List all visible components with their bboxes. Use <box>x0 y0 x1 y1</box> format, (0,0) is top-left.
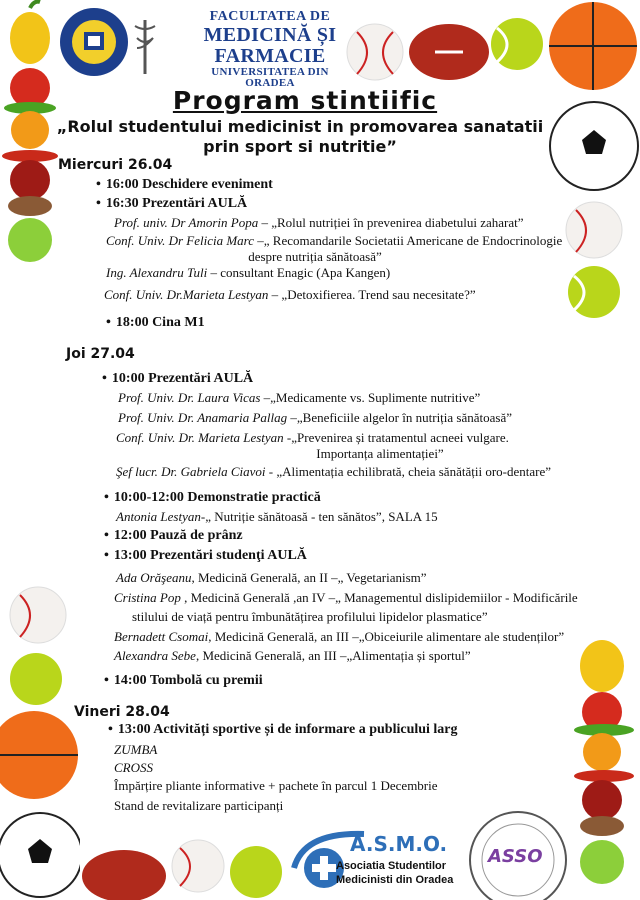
speaker: Conf. Univ. Dr. Marieta Lestyan <box>116 430 284 445</box>
baseball-icon <box>566 202 622 258</box>
talk-title: –„ Recomandarile Societatii Americane de Endocrinologie <box>254 233 563 248</box>
talk-line <box>116 509 438 525</box>
speaker: Alexandra Sebe <box>114 648 196 663</box>
balls-left-bottom <box>0 585 80 900</box>
talk-title: , Medicină Generală, an III –„Obiceiurile alimentare ale studenților” <box>208 629 565 644</box>
baseball-icon <box>347 24 403 80</box>
talk-line <box>106 265 390 281</box>
speaker: Prof. Univ. Dr. Anamaria Pallag <box>118 410 288 425</box>
orange-icon <box>583 733 621 771</box>
day-label-miercuri: Miercuri 26.04 <box>58 157 173 173</box>
speaker: Şef lucr. Dr. Gabriela Ciavoi <box>116 464 266 479</box>
talk-line <box>106 233 562 249</box>
activity-line: ZUMBA <box>114 742 158 757</box>
speaker: Ing. Alexandru Tuli <box>106 265 208 280</box>
subtitle <box>40 117 560 157</box>
talk-line <box>132 609 488 625</box>
schedule-item: • 13:00 Activități sportive și de informare a publicului larg <box>108 722 458 738</box>
schedule-item: • 12:00 Pauză de prânz <box>104 528 243 544</box>
talk-title: despre nutriția sănătoasă” <box>248 249 382 264</box>
day-label-joi: Joi 27.04 <box>66 346 135 362</box>
asso-title: ASSO <box>488 846 543 867</box>
talk-title: – „Detoxifierea. Trend sau necesitate?” <box>268 287 476 302</box>
faculty-line1: FACULTATEA DE <box>209 9 331 24</box>
faculty-line2: MEDICINĂ ȘI FARMACIE <box>203 23 337 67</box>
subtitle-line2: prin sport si nutritie” <box>203 137 397 156</box>
schedule-item: • 10:00-12:00 Demonstratie practică <box>104 490 321 506</box>
schedule-item: • 10:00 Prezentări AULĂ <box>102 371 253 387</box>
talk-line <box>116 570 427 586</box>
schedule-item: • 18:00 Cina M1 <box>106 315 205 331</box>
balls-right <box>548 100 640 330</box>
day-label-vineri: Vineri 28.04 <box>74 704 170 720</box>
asso-logo <box>466 808 570 900</box>
baseball-icon <box>10 587 66 643</box>
talk-title: - „Alimentația echilibrată, cheia sănătății oro-dentare” <box>265 464 551 479</box>
talk-line <box>116 430 509 446</box>
talk-line <box>280 446 480 462</box>
talk-title: , Medicină Generală ,an IV –„ Managementul dislipidemiilor - Modificările <box>180 590 578 605</box>
talk-title: –„Beneficiile algelor în nutriția sănătoasă” <box>287 410 513 425</box>
green-apple-icon <box>8 218 52 262</box>
asmo-line2: Medicinisti din Oradea <box>336 874 454 886</box>
tennis-ball-icon <box>10 653 62 705</box>
talk-title: , Medicină Generală, an III –„Alimentația și sportul” <box>195 648 471 663</box>
faculty-line3: UNIVERSITATEA DIN ORADEA <box>211 65 329 90</box>
schedule-item: • 16:00 Deschidere eveniment <box>96 177 273 193</box>
talk-line <box>104 287 476 303</box>
activity-line: CROSS <box>114 760 153 775</box>
tennis-ball-icon <box>230 846 282 898</box>
talk-title: -„Prevenirea și tratamentul acneei vulgare. <box>283 430 509 445</box>
apple-icon <box>582 780 622 820</box>
fruit-column-right <box>572 630 640 900</box>
kiwi-icon <box>580 816 624 836</box>
talk-title: , Medicină Generală, an II –„ Vegetarianism” <box>191 570 427 585</box>
university-seal-icon <box>58 6 130 78</box>
yellow-pepper-icon <box>580 640 624 692</box>
asmo-line1: Asociatia Studentilor <box>336 860 447 872</box>
yellow-pepper-icon <box>10 12 50 64</box>
faculty-heading <box>190 10 350 90</box>
caduceus-icon <box>132 16 158 76</box>
talk-line <box>118 390 480 406</box>
talk-line <box>118 410 512 426</box>
speaker: Ada Orăşeanu <box>116 570 192 585</box>
speaker: Prof. Univ. Dr. Laura Vicas <box>118 390 261 405</box>
talk-title: – „Rolul nutriției în prevenirea diabetului zaharat” <box>258 215 524 230</box>
speaker: Antonia Lestyan <box>116 509 201 524</box>
schedule-item: • 13:00 Prezentări studenţi AULĂ <box>104 548 307 564</box>
talk-line <box>114 648 471 664</box>
subtitle-line1: „Rolul studentului medicinist in promovarea sanatatii <box>56 117 544 136</box>
apple-icon <box>10 160 50 200</box>
schedule-item: • 14:00 Tombolă cu premii <box>104 673 263 689</box>
rugby-ball-icon <box>82 850 166 900</box>
talk-line <box>114 629 564 645</box>
baseball-icon <box>172 840 224 892</box>
talk-line <box>200 249 430 265</box>
page-title: Program stintiific <box>172 86 438 115</box>
green-apple-icon <box>580 840 624 884</box>
speaker: Cristina Pop <box>114 590 181 605</box>
talk-title: –„Medicamente vs. Suplimente nutritive” <box>260 390 481 405</box>
speaker: Prof. univ. Dr Amorin Popa <box>114 215 259 230</box>
speaker: Conf. Univ. Dr.Marieta Lestyan <box>104 287 269 302</box>
talk-title: -„ Nutriție sănătoasă - ten sănătos”, SALA 15 <box>200 509 438 524</box>
schedule-item: • 16:30 Prezentări AULĂ <box>96 196 247 212</box>
speaker: Bernadett Csomai <box>114 629 209 644</box>
talk-line <box>114 590 578 606</box>
talk-title: – consultant Enagic (Apa Kangen) <box>207 265 391 280</box>
talk-line <box>116 464 551 480</box>
balls-bottom <box>80 820 300 900</box>
talk-title: stilului de viață pentru îmbunătățirea profilului lipidelor plasmatice” <box>132 609 488 624</box>
kiwi-icon <box>8 196 52 216</box>
talk-title: Importanța alimentației” <box>316 446 444 461</box>
asmo-title: A.S.M.O. <box>350 832 448 856</box>
activity-line: Împărțire pliante informative + pachete în parcul 1 Decembrie <box>114 778 438 793</box>
activity-line: Stand de revitalizare participanți <box>114 798 284 813</box>
speaker: Conf. Univ. Dr Felicia Marc <box>106 233 255 248</box>
asmo-logo <box>290 828 460 900</box>
talk-line <box>114 215 524 231</box>
